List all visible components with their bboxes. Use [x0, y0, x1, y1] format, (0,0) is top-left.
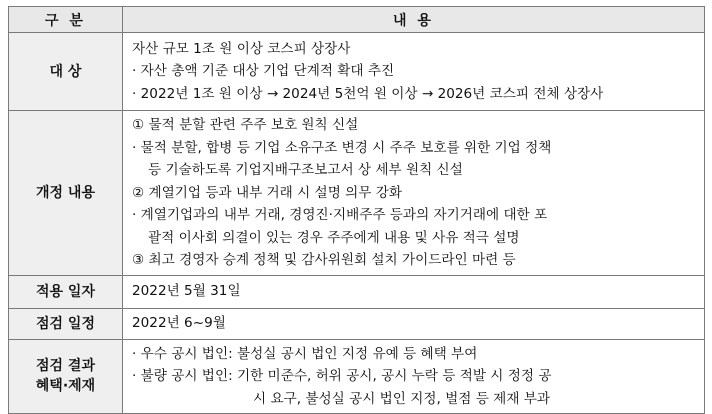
summary-table — [8, 6, 705, 414]
content-line: 시 요구, 불성실 공시 법인 지정, 벌점 등 제재 부과 — [253, 390, 551, 407]
content-line: 자산 규모 1조 원 이상 코스피 상장사 — [132, 40, 351, 57]
summary-table-container — [8, 6, 704, 414]
table-row-result — [9, 339, 705, 414]
table-row-check-period — [9, 308, 705, 339]
row-label-effective-date: 적용 일자 — [9, 275, 123, 308]
content-line: · 2022년 1조 원 이상 → 2024년 5천억 원 이상 → 2026년 코스피 전체 상장사 — [132, 85, 604, 102]
content-line: ② 계열기업 등과 내부 거래 시 설명 의무 강화 — [132, 184, 402, 201]
row-label-target: 대 상 — [9, 33, 123, 111]
row-content-result — [123, 339, 705, 414]
content-line: ① 물적 분할 관련 주주 보호 원칙 신설 — [132, 117, 359, 133]
row-label-result — [9, 339, 123, 414]
row-content-revision — [123, 111, 705, 276]
header-content: 내 용 — [123, 7, 705, 33]
header-category: 구 분 — [9, 7, 123, 33]
content-line: · 계열기업과의 내부 거래, 경영진·지배주주 등과의 자기거래에 대한 포 — [132, 207, 548, 223]
row-label-result-line2: 혜택·제재 — [35, 378, 96, 395]
row-content-target — [123, 33, 705, 111]
content-line: 괄적 이사회 의결이 있는 경우 주주에게 내용 및 사유 적극 설명 — [148, 229, 520, 246]
content-line: 등 기술하도록 기업지배구조보고서 상 세부 원칙 신설 — [148, 162, 463, 178]
content-line: ③ 최고 경영자 승계 정책 및 감사위원회 설치 가이드라인 마련 등 — [132, 252, 516, 268]
content-line: · 물적 분할, 합병 등 기업 소유구조 변경 시 주주 보호를 위한 기업 정책 — [132, 139, 552, 156]
content-line: · 불량 공시 법인: 기한 미준수, 허위 공시, 공시 누락 등 적발 시 정정 공 — [132, 368, 552, 384]
content-line: · 자산 총액 기준 대상 기업 단계적 확대 추진 — [132, 63, 395, 80]
row-label-check-period: 점검 일정 — [9, 308, 123, 339]
table-row-target — [9, 33, 705, 111]
table-row-effective-date — [9, 275, 705, 308]
row-label-result-line1: 점검 결과 — [36, 358, 95, 375]
row-label-revision: 개정 내용 — [9, 111, 123, 276]
row-content-check-period: 2022년 6~9월 — [123, 308, 705, 339]
row-content-effective-date: 2022년 5월 31일 — [123, 275, 705, 308]
content-line: · 우수 공시 법인: 불성실 공시 법인 지정 유예 등 혜택 부여 — [132, 345, 478, 362]
table-row-revision — [9, 111, 705, 276]
table-header-row — [9, 7, 705, 33]
